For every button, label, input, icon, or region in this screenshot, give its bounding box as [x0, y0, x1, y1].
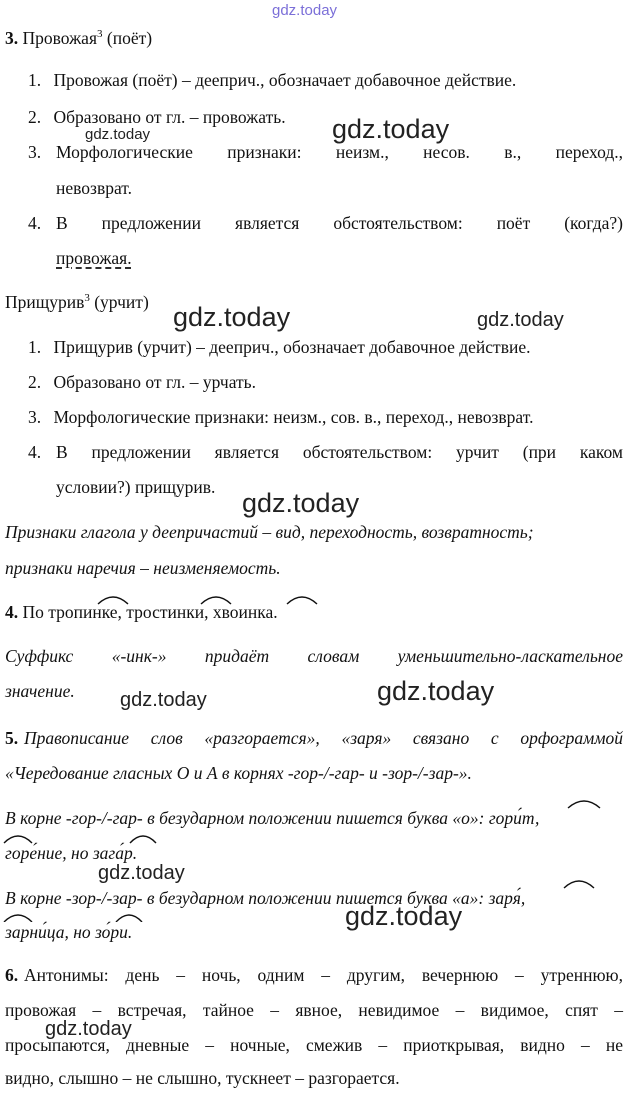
note-wrap — [5, 646, 623, 670]
watermark: gdz.today — [242, 488, 360, 518]
item-text: Морфологические признаки: неизм., сов. в., переход., невозврат. — [53, 407, 534, 427]
root-arc — [564, 881, 594, 888]
footnote-mark: 3 — [97, 28, 103, 41]
item-number: 4. — [28, 213, 42, 233]
root-arc — [130, 836, 156, 843]
ex5-line: «Чередование гласных О и А в корнях -гор-/-гар- и -зор-/-зар-». — [5, 763, 472, 783]
ex5-line: В корне -гор-/-гар- в безударном положении пишется буква «о»: гори́т, — [5, 808, 540, 828]
watermark: gdz.today — [45, 1018, 132, 1040]
list-item — [28, 407, 533, 428]
item-text: Морфологические признаки: неизм., несов. в., переход., — [56, 142, 623, 162]
item-text: В предложении является обстоятельством: поёт (когда?) — [56, 213, 623, 233]
summary-line: признаки наречия – неизменяемость. — [5, 558, 281, 578]
watermark: gdz.today — [85, 126, 151, 143]
list-item — [28, 70, 516, 91]
list-item — [28, 213, 41, 234]
item-text-wrap — [56, 442, 623, 466]
head-paren: (урчит) — [94, 292, 149, 312]
item-text-wrap — [56, 142, 623, 166]
watermark: gdz.today — [345, 901, 463, 931]
list-item — [28, 442, 41, 463]
list-item — [28, 337, 530, 358]
head-word: Провожая — [22, 28, 98, 48]
suffix-arc — [201, 597, 231, 604]
note-line: значение. — [5, 681, 75, 701]
ex5-line: В корне -зор-/-зар- в безударном положении пишется буква «а»: заря́, — [5, 888, 526, 908]
summary-line: Признаки глагола у деепричастий – вид, переходность, возвратность; — [5, 522, 534, 542]
root-arcs — [0, 792, 627, 922]
ex5-line: горе́ние, но зага́р. — [5, 843, 138, 863]
ex6-line: Антонимы: день – ночь, одним – другим, вечернюю – утреннюю, — [24, 965, 623, 985]
ex6-line: видно, слышно – не слышно, тускнеет – разгорается. — [5, 1068, 400, 1088]
item-text: Образовано от гл. – урчать. — [53, 372, 257, 392]
item-text: условии?) прищурив. — [56, 477, 216, 497]
list-item — [28, 142, 41, 163]
item-text: В предложении является обстоятельством: урчит (при каком — [56, 442, 623, 462]
item-text: Провожая (поёт) – дееприч., обозначает добавочное действие. — [53, 70, 517, 90]
suffix-arc — [98, 597, 128, 604]
item-number: 3. — [28, 142, 42, 162]
exercise-text: По тропинке, тростинки, хвоинка. — [22, 602, 278, 622]
watermark: gdz.today — [477, 309, 564, 331]
exercise-number: 3. — [5, 28, 19, 48]
watermark: gdz.today — [120, 689, 207, 711]
footnote-mark: 3 — [84, 292, 90, 305]
root-arc — [4, 836, 32, 843]
ex5-line: зарни́ца, но зо́ри. — [5, 922, 133, 942]
list-item — [28, 107, 286, 128]
suffix-arcs — [0, 588, 627, 608]
head-word: Прищурив — [5, 292, 85, 312]
head-paren: (поёт) — [106, 28, 153, 48]
item-number: 4. — [28, 442, 42, 462]
exercise-number: 4. — [5, 602, 19, 622]
ex6-line: просыпаются, дневные – ночные, смежив – приоткрывая, видно – не — [5, 1035, 623, 1055]
ex5-line-wrap — [24, 728, 623, 752]
watermark: gdz.today — [377, 676, 495, 706]
item-text: Прищурив (урчит) – дееприч., обозначает добавочное действие. — [53, 337, 531, 357]
item-number: 1. — [28, 337, 42, 357]
watermark: gdz.today — [332, 114, 450, 144]
ex6-line-wrap — [24, 965, 623, 989]
item-number: 1. — [28, 70, 42, 90]
item-text: невозврат. — [56, 178, 132, 198]
note-line: Суффикс «-инк-» придаёт словам уменьшительно-ласкательное — [5, 646, 623, 666]
watermark: gdz.today — [98, 862, 185, 884]
watermark-top: gdz.today — [272, 2, 338, 19]
suffix-arc — [287, 597, 317, 604]
item-number: 2. — [28, 107, 42, 127]
exercise-number: 5. — [5, 728, 19, 748]
exercise-3b-heading — [5, 292, 149, 313]
root-arc — [568, 801, 600, 808]
item-number: 3. — [28, 407, 42, 427]
ex6-line-wrap — [5, 1000, 623, 1024]
ex6-line-wrap — [5, 1035, 623, 1059]
item-text: провожая. — [56, 248, 132, 268]
item-number: 2. — [28, 372, 42, 392]
ex5-line: Правописание слов «разгорается», «заря» связано с орфограммой — [24, 728, 623, 748]
watermark: gdz.today — [173, 302, 291, 332]
item-text: Образовано от гл. – провожать. — [53, 107, 286, 127]
exercise-number: 6. — [5, 965, 19, 985]
ex6-line: провожая – встречая, тайное – явное, невидимое – видимое, спят – — [5, 1000, 623, 1020]
root-arc — [116, 915, 142, 922]
item-text-wrap — [56, 213, 623, 237]
list-item — [28, 372, 256, 393]
exercise-3-heading — [5, 28, 152, 49]
root-arc — [4, 915, 32, 922]
